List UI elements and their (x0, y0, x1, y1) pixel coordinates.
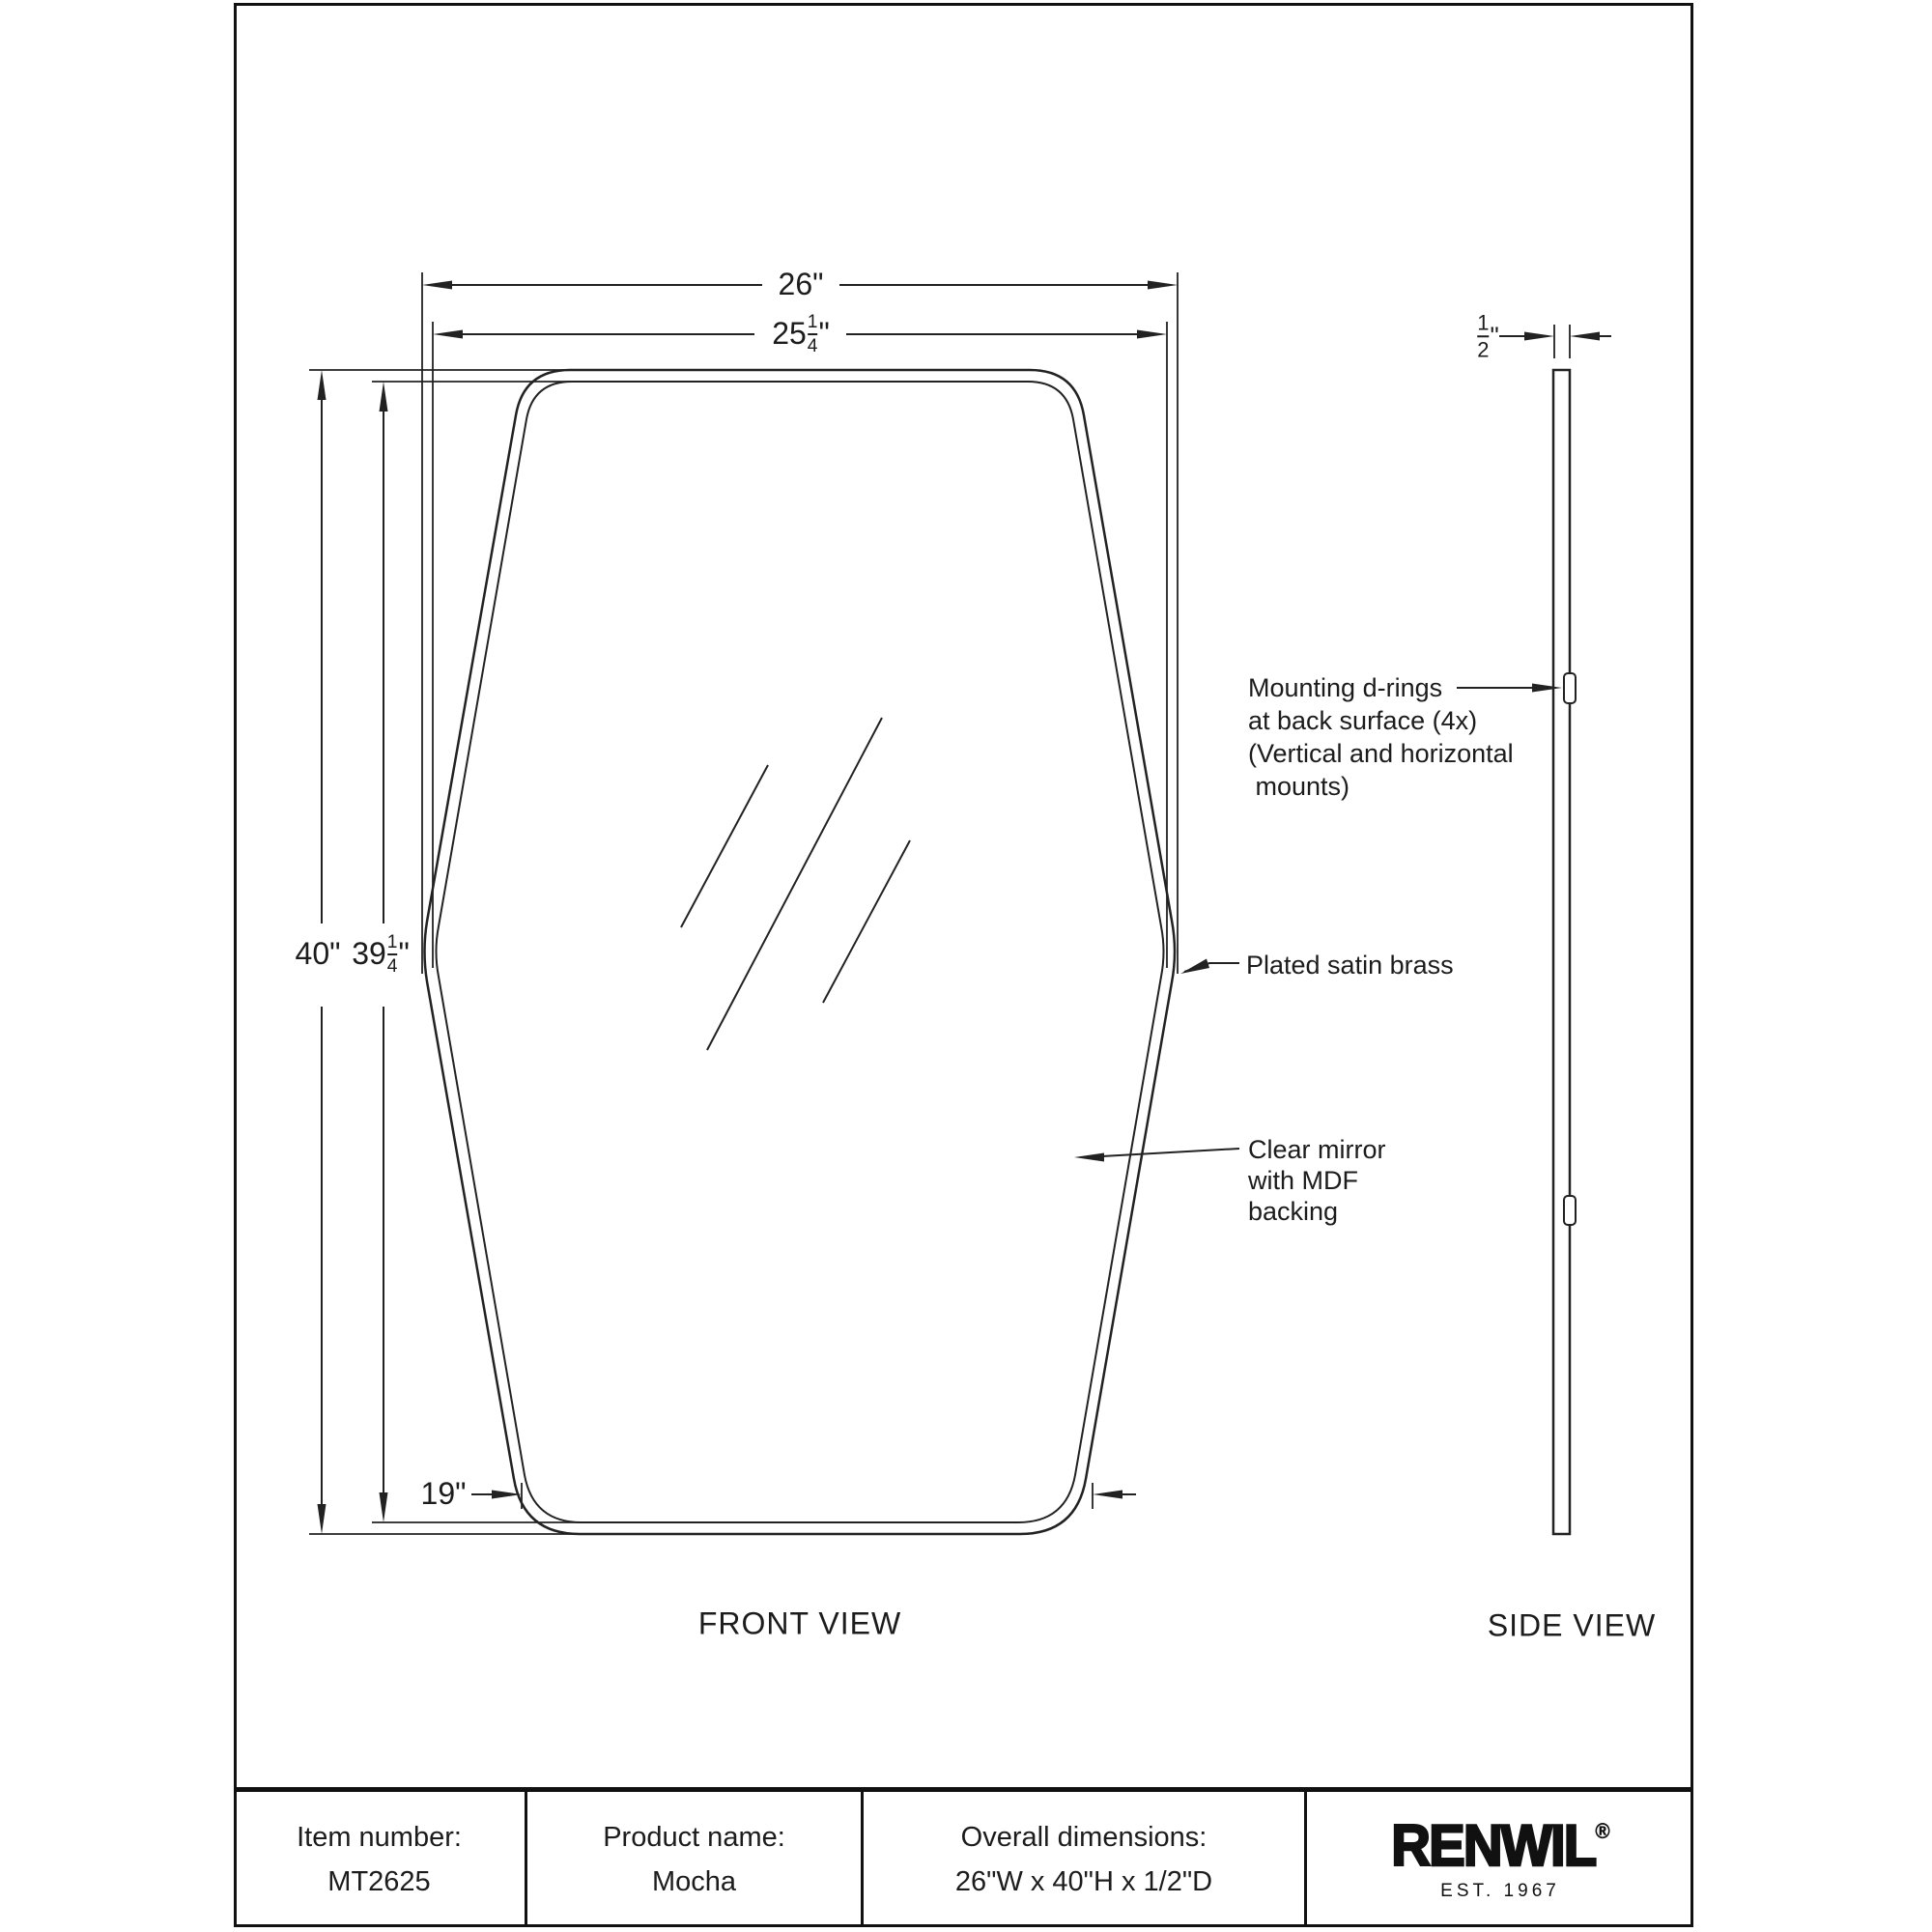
d-ring-top (1564, 673, 1576, 703)
d-ring-bottom (1564, 1196, 1576, 1225)
annotation-line: Plated satin brass (1246, 951, 1454, 980)
title-block-product-name-cell (527, 1792, 864, 1927)
annotation-line: Mounting d-rings (1248, 673, 1443, 702)
mirror-front-view (425, 370, 1176, 1534)
side-view-label: SIDE VIEW (1487, 1607, 1657, 1643)
annotation-line: backing (1248, 1197, 1339, 1226)
arrow (380, 1492, 388, 1522)
title-block-brand-cell (1307, 1792, 1693, 1927)
registered-mark: ® (1594, 1819, 1610, 1843)
mirror-outer-frame (425, 370, 1176, 1534)
item-number-value: MT2625 (327, 1865, 431, 1897)
annotation-line: mounts) (1248, 772, 1350, 801)
product-name-label: Product name: (603, 1821, 785, 1853)
arrowheads (318, 281, 1601, 1535)
dim-inner-height-label: 39 $\frac{1}{4}$ " (352, 932, 410, 977)
brand-tagline: EST. 1967 (1440, 1881, 1560, 1901)
side-view-slab (1553, 370, 1570, 1534)
product-name-value: Mocha (651, 1865, 737, 1897)
front-view-label: FRONT VIEW (697, 1605, 902, 1641)
title-block-dimensions-cell (864, 1792, 1307, 1927)
fraction: $\frac{1}{4}$ (807, 312, 818, 356)
mirror-side-view (1553, 370, 1576, 1534)
annotation-line: at back surface (4x) (1248, 706, 1478, 735)
title-block (234, 1787, 1693, 1927)
annotation-line: Clear mirror (1248, 1135, 1386, 1164)
brand-logo (1384, 1813, 1617, 1902)
arrow (1093, 1491, 1122, 1499)
dimension-lines (322, 285, 1611, 1504)
arrow (433, 330, 463, 339)
brand-wordmark: RENWIL® (1390, 1813, 1610, 1878)
dim-inner-width-label: 25 $\frac{1}{4}$ " (772, 312, 830, 356)
glass-reflection-lines (681, 718, 910, 1050)
dim-bottom-width-label: 19" (420, 1476, 467, 1512)
item-number-label: Item number: (297, 1821, 462, 1853)
extension-lines (309, 272, 1570, 1534)
arrow (318, 370, 327, 400)
arrow (1532, 684, 1562, 693)
arrow (1524, 332, 1554, 341)
annotation-finish (1246, 949, 1454, 981)
reflection-line (823, 840, 910, 1003)
dim-overall-width-label: 26" (778, 267, 824, 302)
annotation-line: with MDF (1248, 1166, 1358, 1195)
dim-depth-label: $\frac{1}{2}$ " (1477, 310, 1499, 361)
annotation-mirror (1248, 1134, 1386, 1227)
mirror-inner-frame (437, 382, 1164, 1522)
arrow (318, 1504, 327, 1534)
arrow (1148, 281, 1178, 290)
fraction: $\frac{1}{2}$ (1477, 310, 1490, 361)
reflection-line (707, 718, 882, 1050)
leader-mirror (1102, 1149, 1239, 1156)
arrow (1570, 332, 1600, 341)
arrow (1074, 1153, 1104, 1162)
arrow (1137, 330, 1167, 339)
annotation-mounting (1248, 671, 1514, 803)
dimensions-label: Overall dimensions: (960, 1821, 1208, 1853)
arrow (422, 281, 452, 290)
dim-overall-height-label: 40" (295, 936, 341, 972)
arrow (1180, 959, 1209, 975)
fraction: $\frac{1}{4}$ (386, 932, 398, 977)
reflection-line (681, 765, 768, 927)
annotation-line: (Vertical and horizontal (1248, 739, 1514, 768)
dimensions-value: 26"W x 40"H x 1/2"D (954, 1865, 1213, 1897)
arrow (380, 382, 388, 412)
title-block-item-number-cell (234, 1792, 527, 1927)
